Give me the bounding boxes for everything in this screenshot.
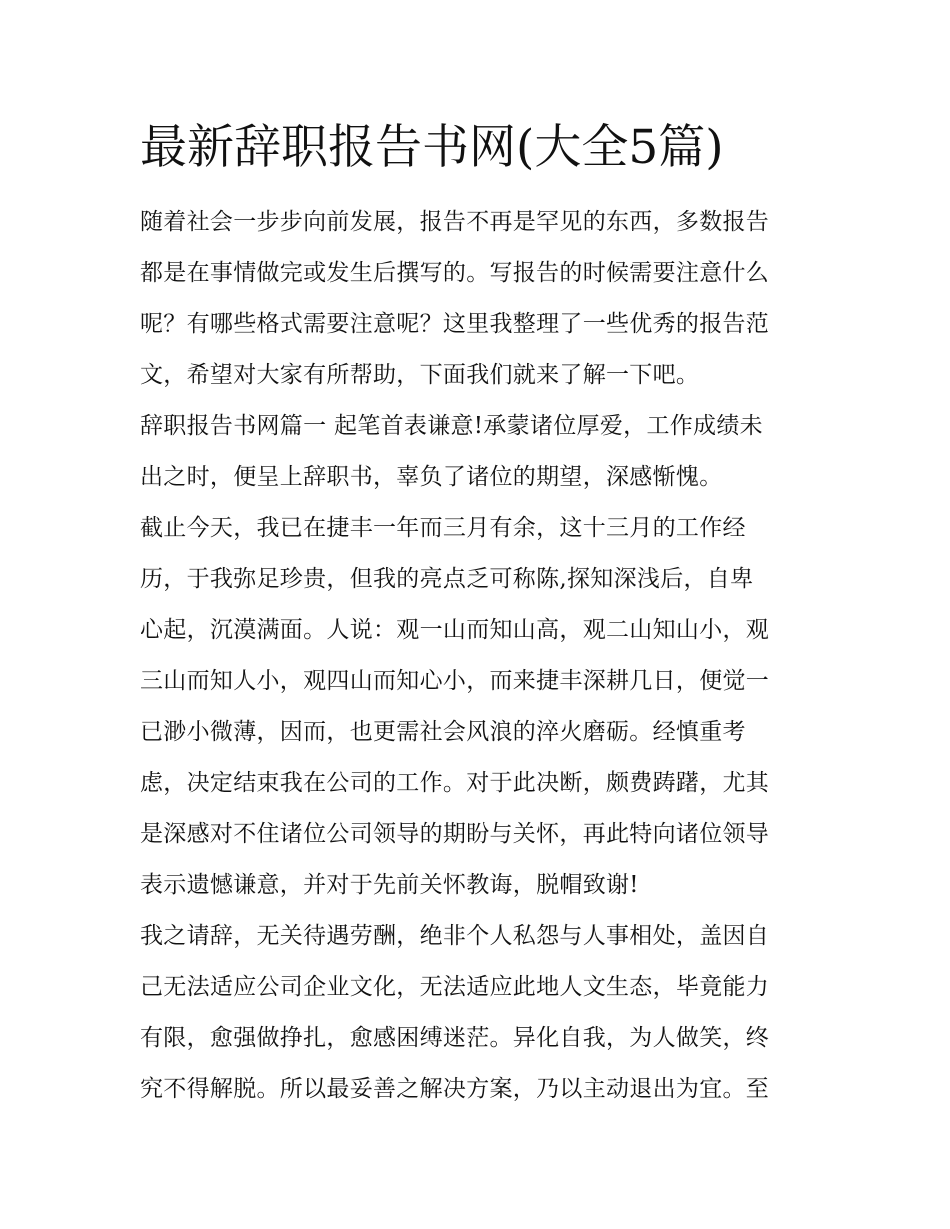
body-line: 文，希望对大家有所帮助，下面我们就来了解一下吧。 bbox=[140, 362, 700, 388]
body-line: 己无法适应公司企业文化，无法适应此地人文生态，毕竟能力 bbox=[140, 974, 770, 1000]
body-line: 历，于我弥足珍贵，但我的亮点乏可称陈,探知深浅后，自卑 bbox=[140, 566, 754, 592]
body-line: 辞职报告书网篇一 起笔首表谦意!承蒙诸位厚爱，工作成绩未 bbox=[140, 413, 763, 439]
body-line: 是深感对不住诸位公司领导的期盼与关怀，再此特向诸位领导 bbox=[140, 821, 770, 847]
body-line: 随着社会一步步向前发展，报告不再是罕见的东西，多数报告 bbox=[140, 209, 770, 235]
document-body bbox=[140, 197, 820, 1115]
body-line: 都是在事情做完或发生后撰写的。写报告的时候需要注意什么 bbox=[140, 260, 770, 286]
body-line: 已渺小微薄，因而，也更需社会风浪的淬火磨砺。经慎重考 bbox=[140, 719, 746, 745]
body-line: 截止今天，我已在捷丰一年而三月有余，这十三月的工作经 bbox=[140, 515, 746, 541]
body-line: 心起，沉漠满面。人说：观一山而知山高，观二山知山小，观 bbox=[140, 617, 770, 643]
body-line: 表示遗憾谦意，并对于先前关怀教诲，脱帽致谢! bbox=[140, 872, 639, 898]
body-line: 有限，愈强做挣扎，愈感困缚迷茫。异化自我，为人做笑，终 bbox=[140, 1025, 770, 1051]
body-line: 出之时，便呈上辞职书，辜负了诸位的期望，深感惭愧。 bbox=[140, 464, 723, 490]
body-line: 呢？有哪些格式需要注意呢？这里我整理了一些优秀的报告范 bbox=[140, 311, 770, 337]
body-line: 三山而知人小，观四山而知心小，而来捷丰深耕几日，便觉一 bbox=[140, 668, 770, 694]
body-line: 我之请辞，无关待遇劳酬，绝非个人私怨与人事相处，盖因自 bbox=[140, 923, 770, 949]
body-line: 虑，决定结束我在公司的工作。对于此决断，颇费踌躇，尤其 bbox=[140, 770, 770, 796]
document-title: 最新辞职报告书网(大全5篇) bbox=[140, 120, 724, 175]
body-line: 究不得解脱。所以最妥善之解决方案，乃以主动退出为宜。至 bbox=[140, 1076, 770, 1102]
